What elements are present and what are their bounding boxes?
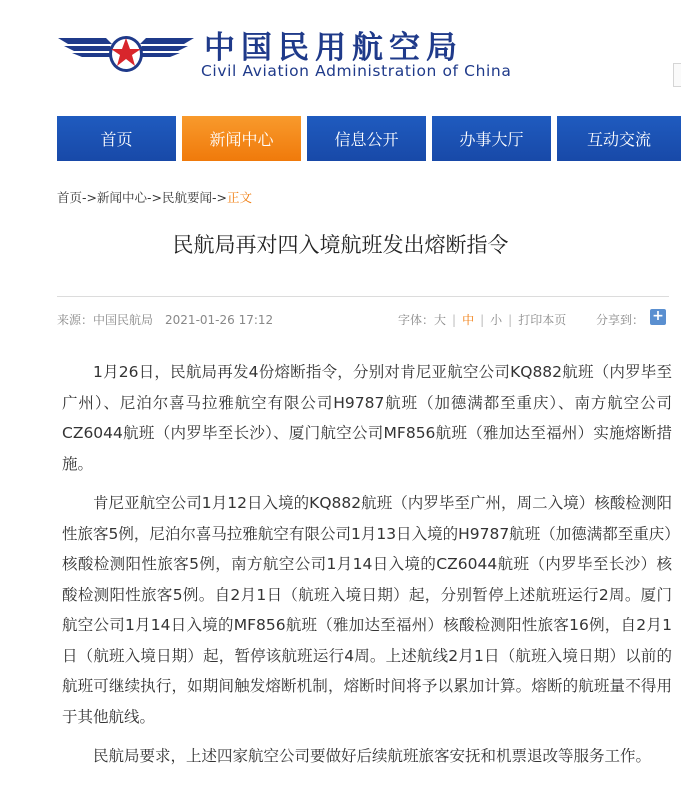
title-divider: [57, 296, 669, 297]
breadcrumb-separator: ->: [212, 190, 227, 205]
article-title: 民航局再对四入境航班发出熔断指令: [172, 233, 509, 257]
breadcrumb-news[interactable]: 新闻中心: [97, 190, 148, 205]
nav-item-info[interactable]: 信息公开: [307, 116, 426, 161]
article-paragraph: 民航局要求，上述四家航空公司要做好后续航班旅客安抚和机票退改等服务工作。: [93, 747, 652, 765]
article-date: 2021-01-26 17:12: [165, 313, 274, 327]
nav-item-home[interactable]: 首页: [57, 116, 176, 161]
site-title-cn[interactable]: 中国民用航空局: [204, 30, 463, 66]
share-label: 分享到：: [596, 313, 645, 327]
article-meta: [57, 311, 273, 328]
article-source: 中国民航局: [93, 313, 154, 327]
font-size-controls: 字体：大 | 中 | 小 | 打印本页: [398, 313, 567, 327]
font-label: 字体：: [398, 313, 435, 327]
caac-emblem-icon[interactable]: [56, 24, 196, 76]
breadcrumb: [57, 188, 252, 206]
main-nav: [57, 116, 681, 161]
breadcrumb-separator: ->: [82, 190, 97, 205]
font-large-button[interactable]: 大: [434, 313, 447, 327]
article-paragraph: 肯尼亚航空公司1月12日入境的KQ882航班（内罗毕至广州，周二入境）核酸检测阳性旅客5例，尼泊尔喜马拉雅航空有限公司1月13日入境的H9787航班（加德满都至重庆）核酸检测阳性旅客5例，南方航空公司1月14日入境的CZ6044航班（内罗毕至长沙）核酸检测阳性旅客5例。自2月1日（航班入境日期）起，分别暂停上述航班运行2周。厦门航空公司1月14日入境的MF856航班（雅加达至福州）核酸检测阳性旅客16例，自2月1日（航班入境日期）起，暂停该航班运行4周。上述航线2月1日（航班入境日期）以前的航班可继续执行，如期间触发熔断机制，熔断时间将予以累加计算。熔断的航班量不得用于其他航线。: [62, 494, 672, 726]
share-plus-icon[interactable]: +: [650, 309, 666, 325]
breadcrumb-separator: ->: [147, 190, 162, 205]
breadcrumb-caac-news[interactable]: 民航要闻: [162, 190, 213, 205]
nav-item-services[interactable]: 办事大厅: [432, 116, 551, 161]
article-body: [62, 357, 672, 781]
nav-item-news[interactable]: 新闻中心: [182, 116, 301, 161]
site-title-en[interactable]: Civil Aviation Administration of China: [201, 62, 512, 80]
nav-item-interaction[interactable]: 互动交流: [557, 116, 681, 161]
breadcrumb-home[interactable]: 首页: [57, 190, 83, 205]
breadcrumb-current: 正文: [227, 190, 253, 205]
site-header: [0, 0, 681, 108]
side-panel-tab[interactable]: [673, 63, 681, 87]
font-small-button[interactable]: 小: [490, 313, 503, 327]
source-label: 来源：: [57, 313, 94, 327]
article-paragraph: 1月26日，民航局再发4份熔断指令，分别对肯尼亚航空公司KQ882航班（内罗毕至广州）、尼泊尔喜马拉雅航空有限公司H9787航班（加德满都至重庆）、南方航空公司CZ6044航班（内罗毕至长沙）、厦门航空公司MF856航班（雅加达至福州）实施熔断措施。: [62, 363, 672, 473]
font-medium-button[interactable]: 中: [462, 313, 475, 327]
print-button[interactable]: 打印本页: [518, 313, 567, 327]
